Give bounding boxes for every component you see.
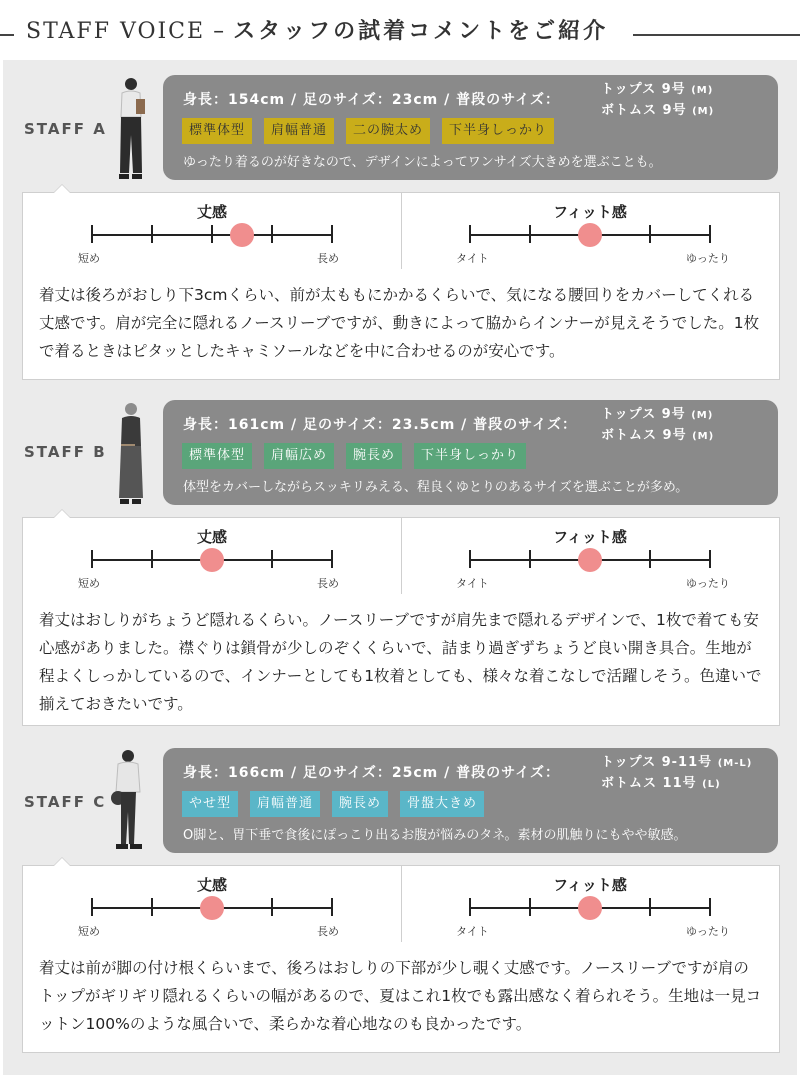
staff-label: STAFF A xyxy=(24,120,107,138)
scale-tick xyxy=(331,898,333,916)
scale-tick xyxy=(529,550,531,568)
scale-tick xyxy=(151,898,153,916)
staff-info-panel xyxy=(163,748,778,853)
staff-c-photo xyxy=(108,748,152,856)
section-header xyxy=(0,0,800,56)
fit-scale-title: フィット感 xyxy=(553,876,627,894)
body-spec: 身長：161cm / 足のサイズ：23.5cm / 普段のサイズ： xyxy=(183,417,578,433)
tops-size-code: (M-L) xyxy=(717,758,753,769)
scale-tick xyxy=(649,225,651,243)
tops-size-code: (M) xyxy=(691,85,714,96)
scale-tick xyxy=(469,225,471,243)
fit-scales xyxy=(22,865,780,944)
length-scale-title: 丈感 xyxy=(196,528,227,546)
scale-tick xyxy=(709,225,711,243)
body-tag: やせ型 xyxy=(182,791,238,817)
fit-scales xyxy=(22,192,780,271)
scale-tick xyxy=(271,225,273,243)
staff-review-text xyxy=(22,269,780,380)
staff-info-panel xyxy=(163,400,778,505)
scale-high-label: ゆったり xyxy=(686,252,730,265)
scale-tick xyxy=(529,898,531,916)
scale-tick xyxy=(271,898,273,916)
review-paragraph: 着丈は後ろがおしり下3cmくらい、前が太ももにかかるくらいで、気になる腰回りをカバーしてくれる丈感です。肩が完全に隠れるノースリーブですが、動きによって脇からインナーが見えそうでした。1枚で着るときはピタッとしたキャミソールなどを中に合わせるのが安心です。 xyxy=(39,286,760,360)
review-paragraph: 着丈は前が脚の付け根くらいまで、後ろはおしりの下部が少し覗く丈感です。ノースリーブですが肩のトップがギリギリ隠れるくらいの幅があるので、夏はこれ1枚でも露出感なく着られそう。生地は一見コットン100%のような風合いで、柔らかな着心地なのも良かったです。 xyxy=(39,959,762,1033)
body-tag: 腕長め xyxy=(332,791,388,817)
body-tag: 腕長め xyxy=(346,443,402,469)
body-tag: 標準体型 xyxy=(182,118,252,144)
body-type-tags xyxy=(182,118,566,144)
header-rule-left xyxy=(0,34,14,36)
bottoms-size: ボトムス 9号 xyxy=(601,103,687,118)
scale-low-label: タイト xyxy=(456,252,489,265)
header-rule-right xyxy=(633,34,800,36)
length-scale-title: 丈感 xyxy=(196,203,227,221)
scale-tick xyxy=(709,550,711,568)
scale-high-label: 長め xyxy=(317,577,339,590)
scale-tick xyxy=(331,550,333,568)
usual-sizes xyxy=(601,405,714,447)
fit-scale-title: フィット感 xyxy=(553,528,627,546)
scale-tick xyxy=(469,550,471,568)
scale-high-label: ゆったり xyxy=(686,577,730,590)
scale-low-label: 短め xyxy=(78,925,100,938)
title-dash: – xyxy=(213,19,226,44)
scale-low-label: タイト xyxy=(456,925,489,938)
length-scale-title: 丈感 xyxy=(196,876,227,894)
staff-a-photo xyxy=(112,75,148,185)
body-type-tags xyxy=(182,791,496,817)
bottoms-size: ボトムス 11号 xyxy=(601,776,697,791)
scale-tick xyxy=(271,550,273,568)
pointer-arrow xyxy=(53,184,71,193)
staff-info-panel xyxy=(163,75,778,180)
scale-high-label: 長め xyxy=(317,252,339,265)
length-scale xyxy=(23,193,401,270)
fit-scale-title: フィット感 xyxy=(553,203,627,221)
pointer-arrow xyxy=(53,509,71,518)
staff-review-text xyxy=(22,594,780,726)
staff-b-photo xyxy=(112,400,148,510)
scale-tick xyxy=(91,550,93,568)
scale-tick xyxy=(649,898,651,916)
usual-sizes xyxy=(601,80,714,122)
scale-tick xyxy=(91,225,93,243)
size-preference-comment: 体型をカバーしながらスッキリみえる、程良くゆとりのあるサイズを選ぶことが多め。 xyxy=(183,480,689,495)
review-paragraph: 着丈はおしりがちょうど隠れるくらい。ノースリーブですが肩先まで隠れるデザインで、1枚で着ても安心感がありました。襟ぐりは鎖骨が少しのぞくくらいで、詰まり過ぎずちょうど良い開き具合。生地が程よくしっかしているので、インナーとしても1枚着としても、様々な着こなしで活躍しそう。色違いで揃えておきたいです。 xyxy=(39,611,762,713)
size-preference-comment: O脚と、胃下垂で食後にぽっこり出るお腹が悩みのタネ。素材の肌触りにもやや敏感。 xyxy=(183,828,687,843)
scale-tick xyxy=(151,550,153,568)
scale-tick xyxy=(469,898,471,916)
fit-rating-marker xyxy=(578,548,602,572)
fit-scales xyxy=(22,517,780,596)
staff-label: STAFF C xyxy=(24,793,107,811)
staff-review-text xyxy=(22,942,780,1053)
fit-scale xyxy=(401,866,779,943)
scale-tick xyxy=(151,225,153,243)
title-en: STAFF VOICE xyxy=(26,19,206,44)
body-spec: 身長：166cm / 足のサイズ：25cm / 普段のサイズ： xyxy=(183,765,560,781)
tops-size: トップス 9-11号 xyxy=(601,755,713,770)
usual-sizes xyxy=(601,753,752,795)
body-tag: 肩幅広め xyxy=(264,443,334,469)
length-rating-marker xyxy=(200,548,224,572)
body-tag: 下半身しっかり xyxy=(414,443,526,469)
scale-tick xyxy=(91,898,93,916)
scale-low-label: 短め xyxy=(78,252,100,265)
tops-size: トップス 9号 xyxy=(601,82,686,97)
staff-label: STAFF B xyxy=(24,443,107,461)
bottoms-size: ボトムス 9号 xyxy=(601,428,687,443)
body-tag: 標準体型 xyxy=(182,443,252,469)
length-scale xyxy=(23,866,401,943)
length-rating-marker xyxy=(200,896,224,920)
body-spec: 身長：154cm / 足のサイズ：23cm / 普段のサイズ： xyxy=(183,92,560,108)
scale-tick xyxy=(211,225,213,243)
tops-size-code: (M) xyxy=(691,410,714,421)
fit-rating-marker xyxy=(578,223,602,247)
scale-tick xyxy=(331,225,333,243)
scale-tick xyxy=(709,898,711,916)
scale-high-label: ゆったり xyxy=(686,925,730,938)
scale-high-label: 長め xyxy=(317,925,339,938)
body-type-tags xyxy=(182,443,538,469)
pointer-arrow xyxy=(53,857,71,866)
scale-tick xyxy=(649,550,651,568)
fit-rating-marker xyxy=(578,896,602,920)
body-tag: 二の腕太め xyxy=(346,118,430,144)
scale-low-label: タイト xyxy=(456,577,489,590)
scale-tick xyxy=(529,225,531,243)
title-ja: スタッフの試着コメントをご紹介 xyxy=(233,19,609,44)
length-rating-marker xyxy=(230,223,254,247)
tops-size: トップス 9号 xyxy=(601,407,686,422)
size-preference-comment: ゆったり着るのが好きなので、デザインによってワンサイズ大きめを選ぶことも。 xyxy=(183,155,662,170)
bottoms-size-code: (M) xyxy=(692,431,715,442)
section-title xyxy=(26,14,608,45)
fit-scale xyxy=(401,518,779,595)
fit-scale xyxy=(401,193,779,270)
length-scale xyxy=(23,518,401,595)
bottoms-size-code: (M) xyxy=(692,106,715,117)
bottoms-size-code: (L) xyxy=(702,779,721,790)
body-tag: 肩幅普通 xyxy=(264,118,334,144)
body-tag: 骨盤大きめ xyxy=(400,791,484,817)
body-tag: 肩幅普通 xyxy=(250,791,320,817)
body-tag: 下半身しっかり xyxy=(442,118,554,144)
scale-low-label: 短め xyxy=(78,577,100,590)
